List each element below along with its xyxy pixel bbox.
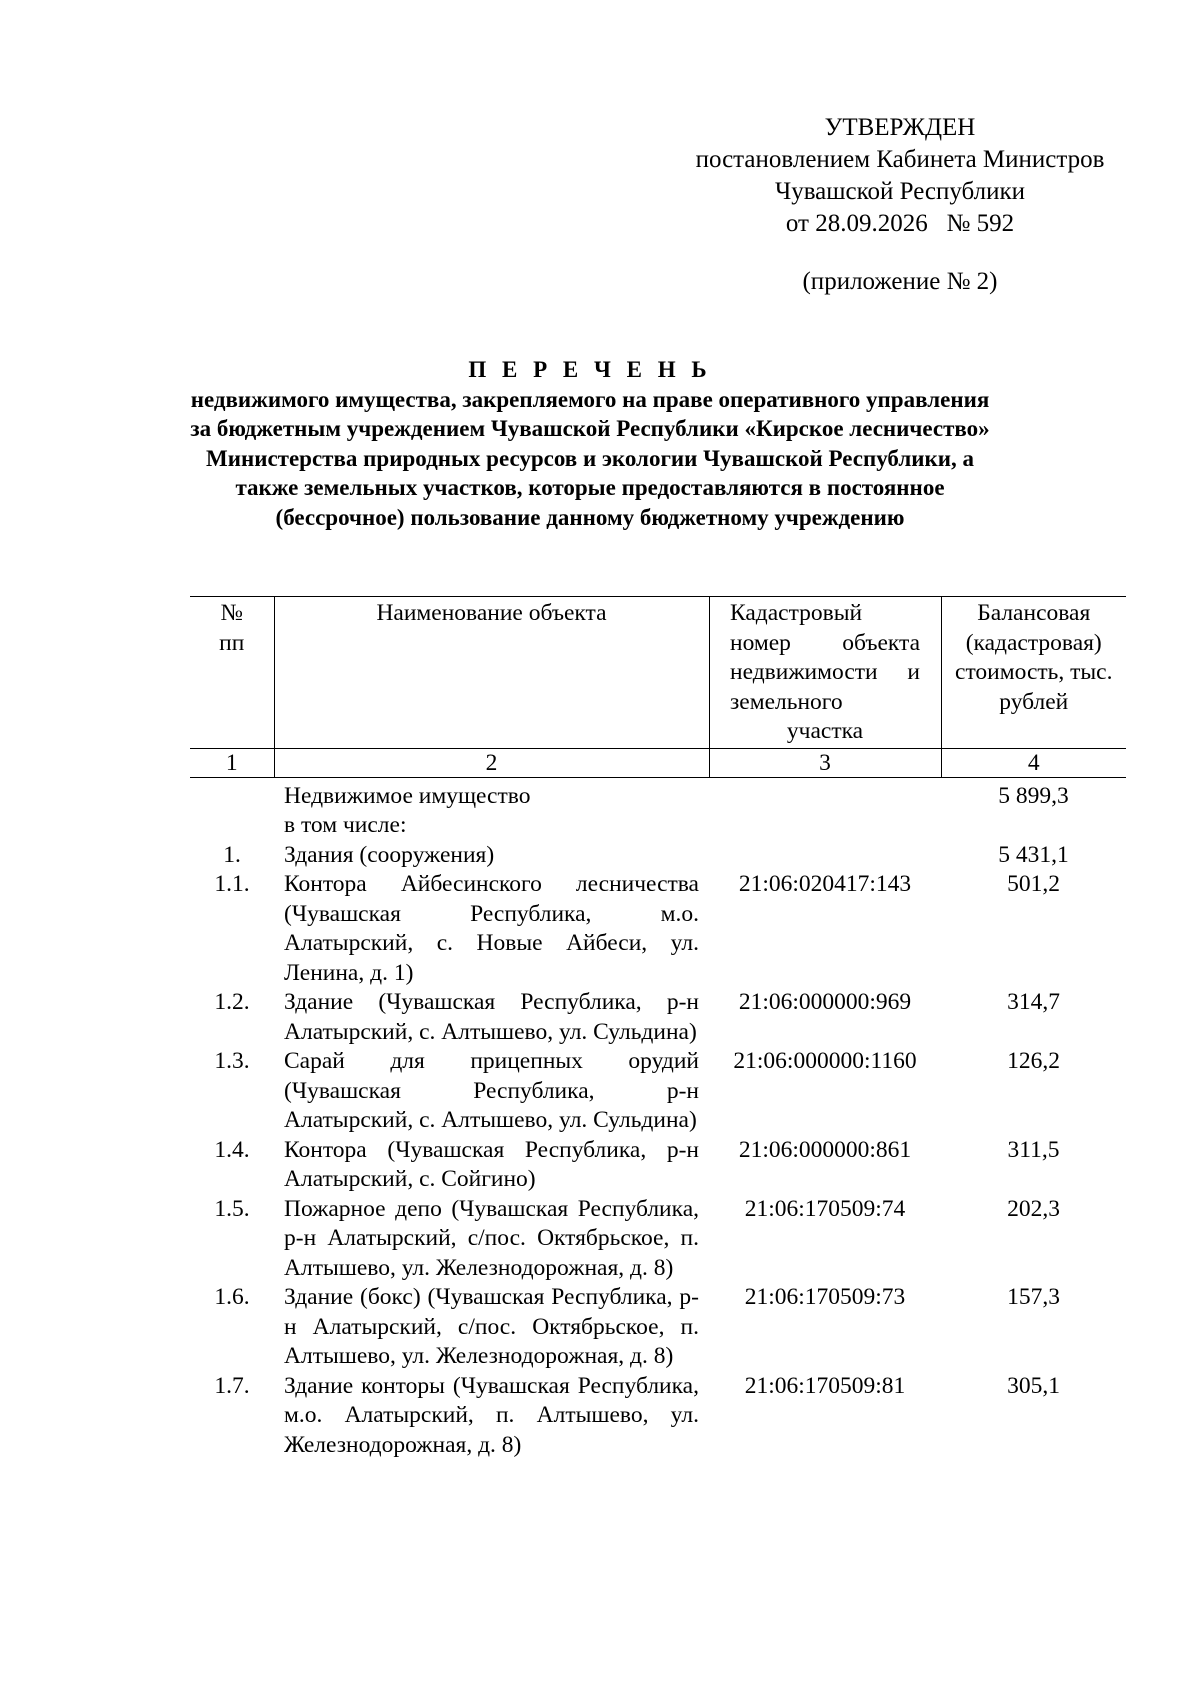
column-number: 3 [709,748,941,777]
row-name: Здание (бокс) (Чувашская Республика, р-н Алатырский, с/пос. Октябрьское, п. Алтышево, ул. Железнодорожная, д. 8) [284,1284,699,1369]
row-name: Здания (сооружения) [284,841,495,868]
table-row [190,1136,1126,1195]
row-value [941,811,1126,841]
row-name: в том числе: [284,812,407,838]
row-value: 126,2 [1007,1048,1060,1074]
appendix-label: (приложение № 2) [802,268,998,295]
row-number: 1.2. [214,989,250,1015]
row-cadastral: 21:06:170509:81 [744,1372,906,1399]
approval-stamp [655,112,1145,298]
column-numbers-row [190,748,1126,777]
table-row [190,1283,1126,1372]
row-name: Здание конторы (Чувашская Республика, м.о. Алатырский, п. Алтышево, ул. Железнодорожная, д. 8) [284,1372,699,1458]
table-row [190,988,1126,1047]
table-row [190,841,1126,871]
column-number: 2 [274,748,709,777]
row-value: 311,5 [1007,1136,1060,1163]
row-cadastral: 21:06:170509:74 [744,1195,906,1222]
row-name: Сарай для прицепных орудий (Чувашская Республика, р-н Алатырский, с. Алтышево, ул. Сульдина) [284,1048,699,1133]
approval-title: УТВЕРЖДЕН [824,114,976,141]
row-number: 1.1. [214,871,250,897]
document-title: П Е Р Е Ч Е Н Ь [468,357,712,382]
row-value: 501,2 [1007,871,1060,897]
row-value: 5 899,3 [998,782,1069,809]
header-name: Наименование объекта [274,597,709,749]
column-number: 4 [941,748,1126,777]
table-row [190,870,1126,988]
table-header-row [190,597,1126,749]
row-cadastral: 21:06:000000:969 [738,989,912,1015]
header-number: № пп [190,597,274,749]
table-row [190,777,1126,811]
row-cadastral: 21:06:170509:73 [744,1284,906,1310]
row-value: 5 431,1 [998,841,1069,868]
row-number: 1.4. [214,1136,250,1163]
document-subtitle: недвижимого имущества, закрепляемого на праве оперативного управления за бюджетным учреждением Чувашской Республики «Кирское лесничество» Министерства природных ресурсов и экологии Чувашской Республики, а также земельных участков, которые предоставляются в постоянное (бессрочное) пользование данному бюджетному учреждению [190,386,990,530]
row-cadastral [709,841,941,871]
row-cadastral: 21:06:020417:143 [738,871,912,897]
approval-issuer-region: Чувашской Республики [774,178,1026,205]
approval-date-number: от 28.09.2026 № 592 [785,210,1015,237]
row-number: 1.3. [214,1048,250,1074]
row-name: Контора (Чувашская Республика, р-н Алатырский, с. Сойгино) [284,1136,699,1192]
row-number: 1.5. [214,1195,250,1222]
row-cadastral [709,777,941,811]
header-cadastral: Кадастровый номер объекта недвижимости и земельного участка [709,597,941,749]
row-value: 202,3 [1007,1195,1060,1222]
row-value: 314,7 [1007,989,1060,1015]
table-row [190,811,1126,841]
row-cadastral: 21:06:000000:861 [738,1136,912,1163]
row-value: 305,1 [1007,1372,1060,1399]
row-value: 157,3 [1007,1284,1060,1310]
row-number: 1. [223,841,241,868]
header-value: Балансовая (кадастровая) стоимость, тыс. рублей [941,597,1126,749]
table-row [190,1372,1126,1461]
row-number: 1.6. [214,1284,250,1310]
document-heading [190,355,990,532]
approval-issuer: постановлением Кабинета Министров [695,146,1105,173]
row-number [190,811,274,841]
row-name: Контора Айбесинского лесничества (Чувашская Республика, м.о. Алатырский, с. Новые Айбеси, ул. Ленина, д. 1) [284,871,699,986]
row-cadastral [709,811,941,841]
table-row [190,1195,1126,1284]
table-row [190,1047,1126,1136]
row-cadastral: 21:06:000000:1160 [733,1048,917,1074]
column-number: 1 [190,748,274,777]
row-name: Пожарное депо (Чувашская Республика, р-н Алатырский, с/пос. Октябрьское, п. Алтышево, ул. Железнодорожная, д. 8) [284,1195,699,1281]
row-number: 1.7. [214,1372,250,1399]
row-name: Здание (Чувашская Республика, р-н Алатырский, с. Алтышево, ул. Сульдина) [284,989,699,1045]
property-table [190,596,1126,1460]
row-name: Недвижимое имущество [284,782,531,809]
row-number [190,777,274,811]
